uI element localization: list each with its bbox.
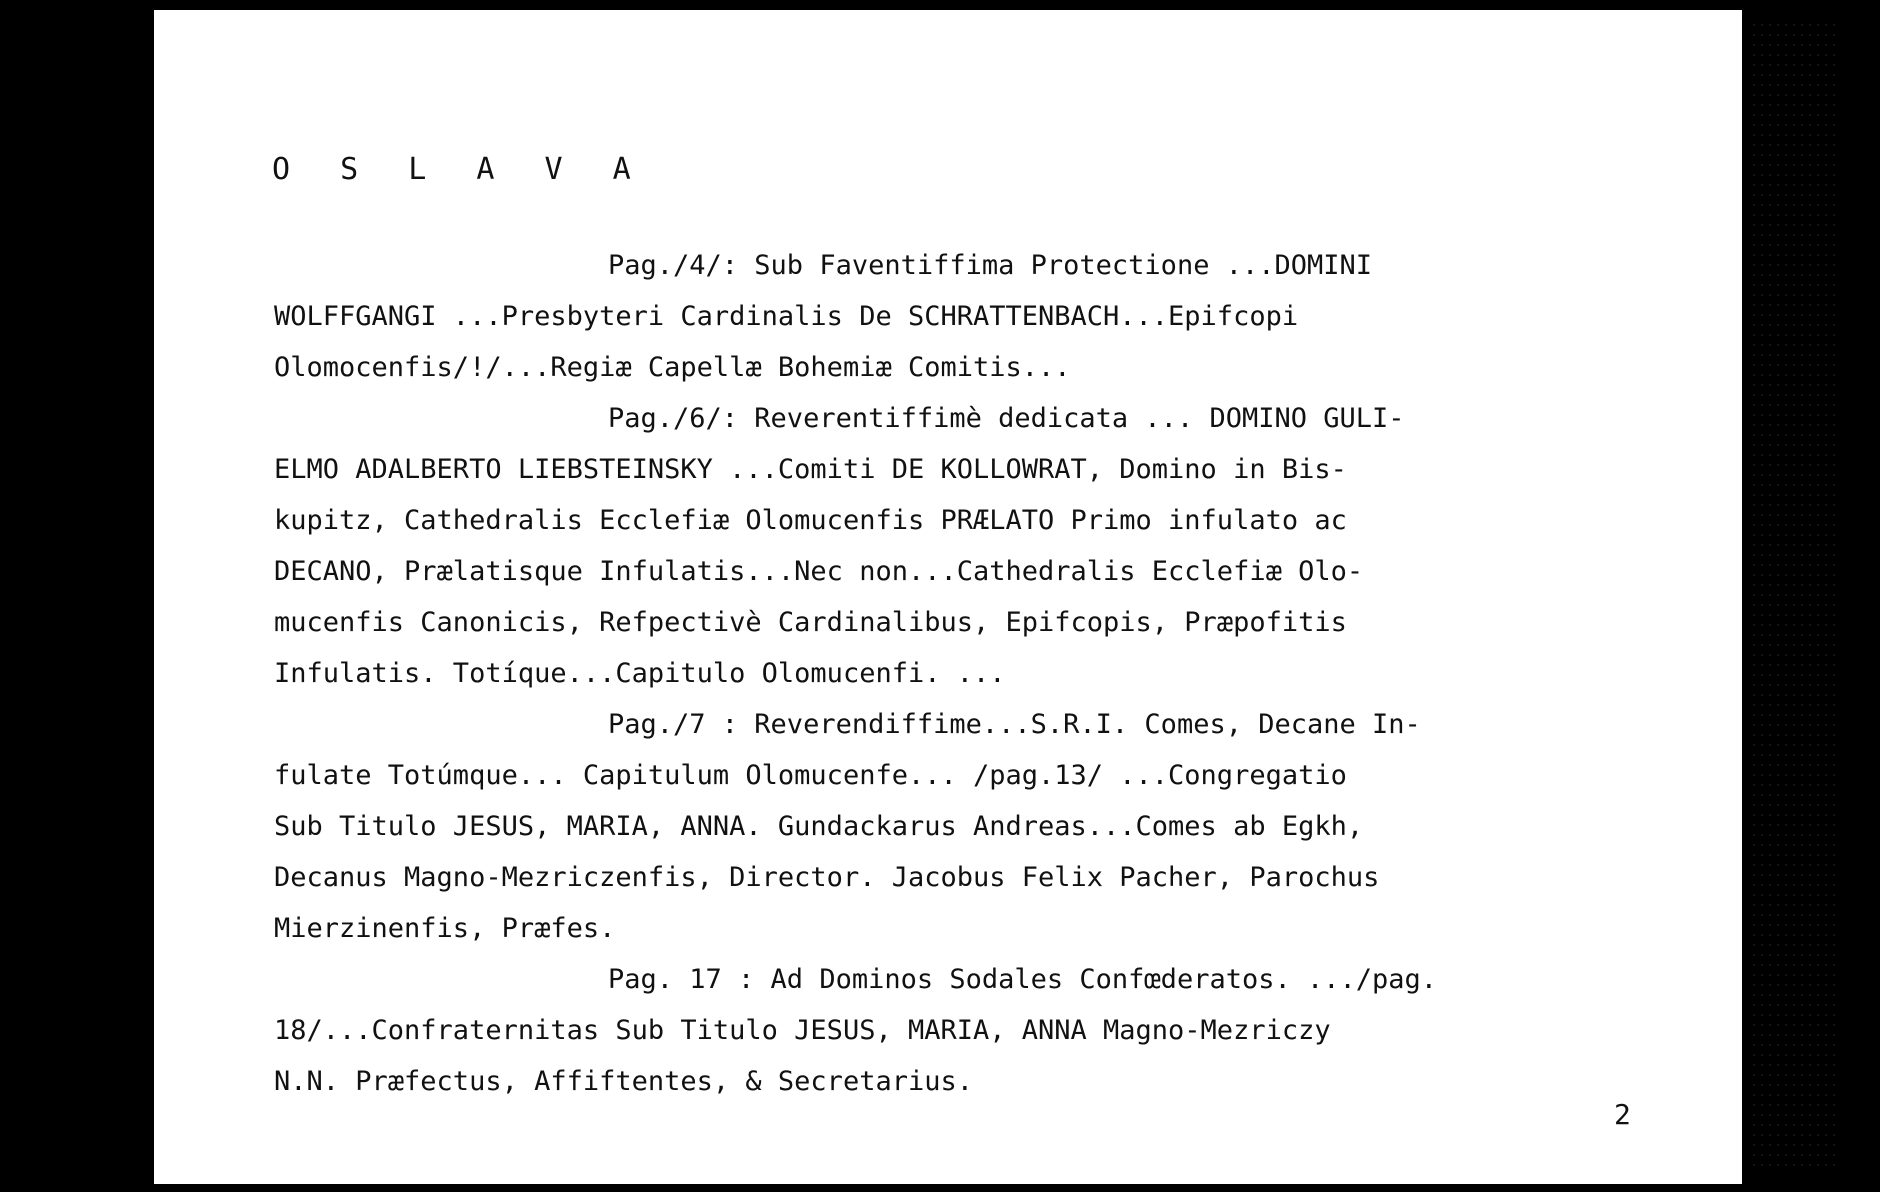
page-number: 2 [1614, 1098, 1631, 1131]
text-line: 18/...Confraternitas Sub Titulo JESUS, MARIA, ANNA Magno-Mezriczy [274, 1015, 1331, 1046]
text-line: Infulatis. Totíque...Capitulo Olomucenfi. ... [274, 658, 1006, 689]
text-line: ELMO ADALBERTO LIEBSTEINSKY ...Comiti DE KOLLOWRAT, Domino in Bis- [274, 454, 1347, 485]
text-line: DECANO, Prælatisque Infulatis...Nec non...Cathedralis Ecclefiæ Olo- [274, 556, 1364, 587]
text-line: Pag./4/: Sub Faventiffima Protectione ...DOMINI [608, 250, 1373, 281]
text-line: WOLFFGANGI ...Presbyteri Cardinalis De SCHRATTENBACH...Epifcopi [274, 301, 1299, 332]
page-title: O S L A V A [272, 152, 647, 187]
text-line: kupitz, Cathedralis Ecclefiæ Olomucenfis PRÆLATO Primo infulato ac [274, 505, 1347, 536]
text-line: Mierzinenfis, Præfes. [274, 913, 616, 944]
scan-edge-noise [1750, 20, 1840, 1170]
body-text [274, 240, 1694, 1107]
text-line: Decanus Magno-Mezriczenfis, Director. Jacobus Felix Pacher, Parochus [274, 862, 1380, 893]
text-line: mucenfis Canonicis, Refpectivè Cardinalibus, Epifcopis, Præpofitis [274, 607, 1347, 638]
text-line: Pag. 17 : Ad Dominos Sodales Confœderatos. .../pag. [608, 964, 1438, 995]
text-line: Sub Titulo JESUS, MARIA, ANNA. Gundackarus Andreas...Comes ab Egkh, [274, 811, 1364, 842]
text-line: Pag./7 : Reverendiffime...S.R.I. Comes, Decane In- [608, 709, 1421, 740]
text-line: Olomocenfis/!/...Regiæ Capellæ Bohemiæ Comitis... [274, 352, 1071, 383]
text-line: fulate Totúmque... Capitulum Olomucenfe... /pag.13/ ...Congregatio [274, 760, 1347, 791]
text-line: N.N. Præfectus, Affiftentes, & Secretarius. [274, 1066, 973, 1097]
text-line: Pag./6/: Reverentiffimè dedicata ... DOMINO GULI- [608, 403, 1405, 434]
document-page [154, 10, 1742, 1184]
